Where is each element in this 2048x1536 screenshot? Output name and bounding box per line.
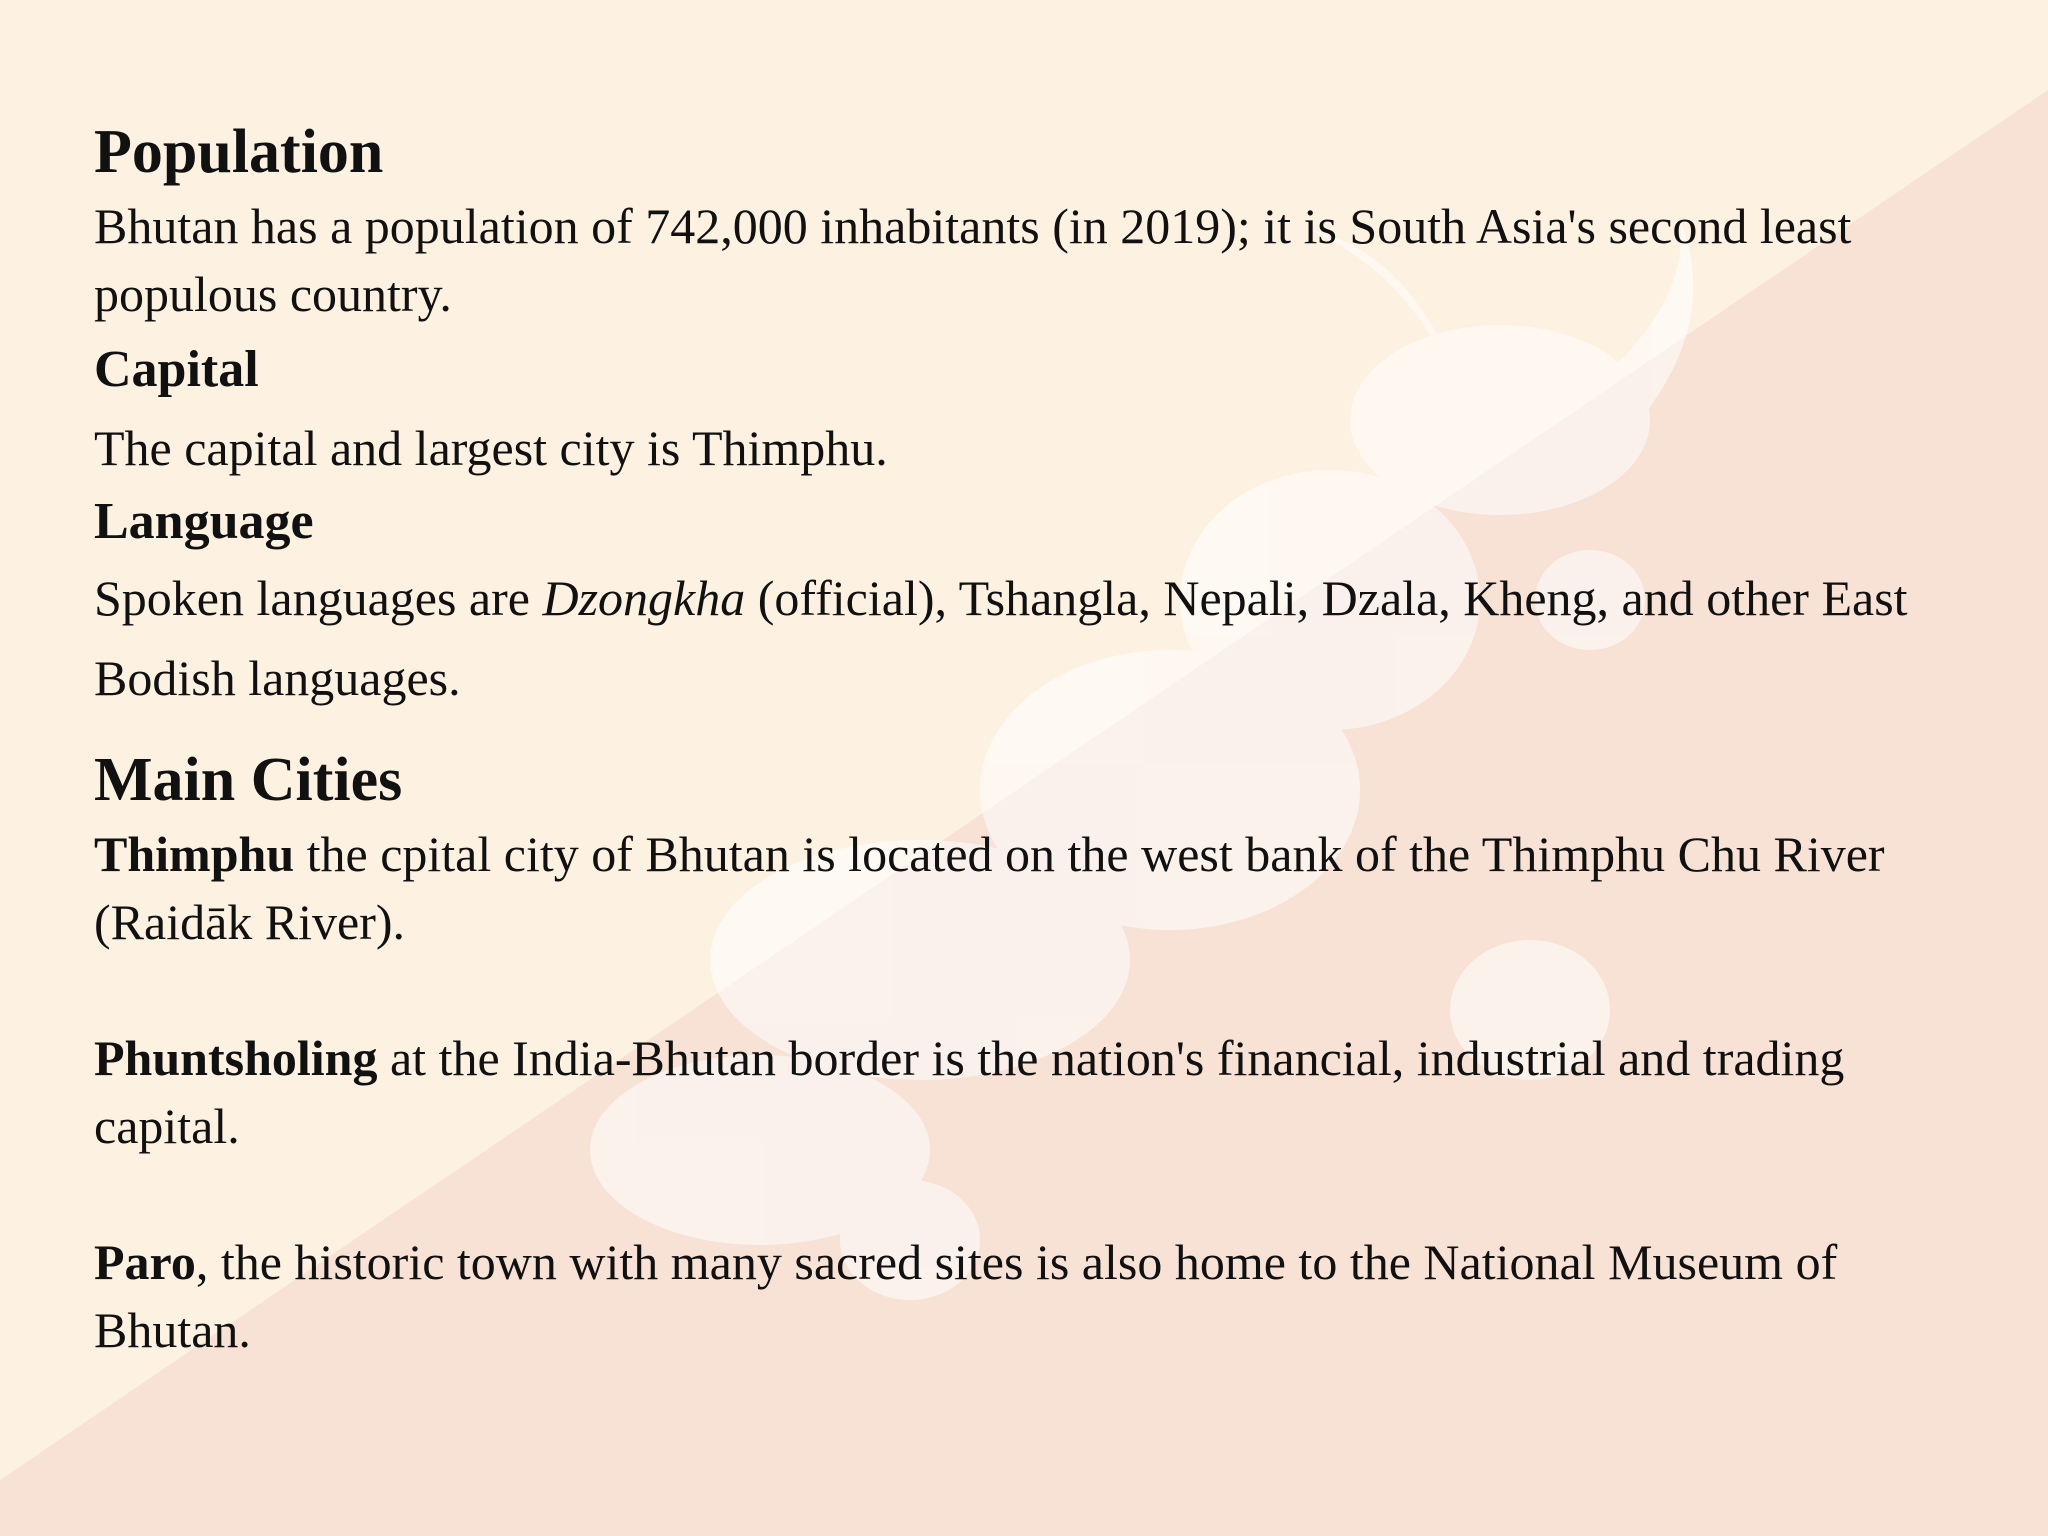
language-text: [94, 558, 1994, 718]
city-name-thimphu: Thimphu: [94, 826, 295, 882]
capital-text: The capital and largest city is Thimphu.: [94, 420, 888, 476]
main-cities-heading: Main Cities: [94, 746, 403, 814]
city-name-phuntsholing: Phuntsholing: [94, 1030, 378, 1086]
city-paro: [94, 1228, 1994, 1364]
city-thimphu: [94, 820, 1994, 956]
capital-heading: Capital: [94, 341, 259, 398]
population-heading: Population: [94, 118, 384, 186]
slide-content: [94, 112, 1994, 1364]
city-desc-phuntsholing: at the India-Bhutan border is the nation's financial, industrial and trading capital.: [94, 1030, 1845, 1154]
city-name-paro: Paro: [94, 1234, 196, 1290]
population-text: Bhutan has a population of 742,000 inhabitants (in 2019); it is South Asia's second least populous country.: [94, 198, 1852, 322]
city-desc-thimphu: the cpital city of Bhutan is located on the west bank of the Thimphu Chu River (Raidāk River).: [94, 826, 1885, 950]
language-text-rest: (official), Tshangla, Nepali, Dzala, Kheng, and other East Bodish languages.: [94, 570, 1908, 706]
city-phuntsholing: [94, 1024, 1994, 1160]
language-text-intro: Spoken languages are: [94, 570, 543, 626]
city-desc-paro: , the historic town with many sacred sites is also home to the National Museum of Bhutan.: [94, 1234, 1838, 1358]
language-official-name: Dzongkha: [542, 570, 746, 626]
language-heading: Language: [94, 493, 314, 550]
